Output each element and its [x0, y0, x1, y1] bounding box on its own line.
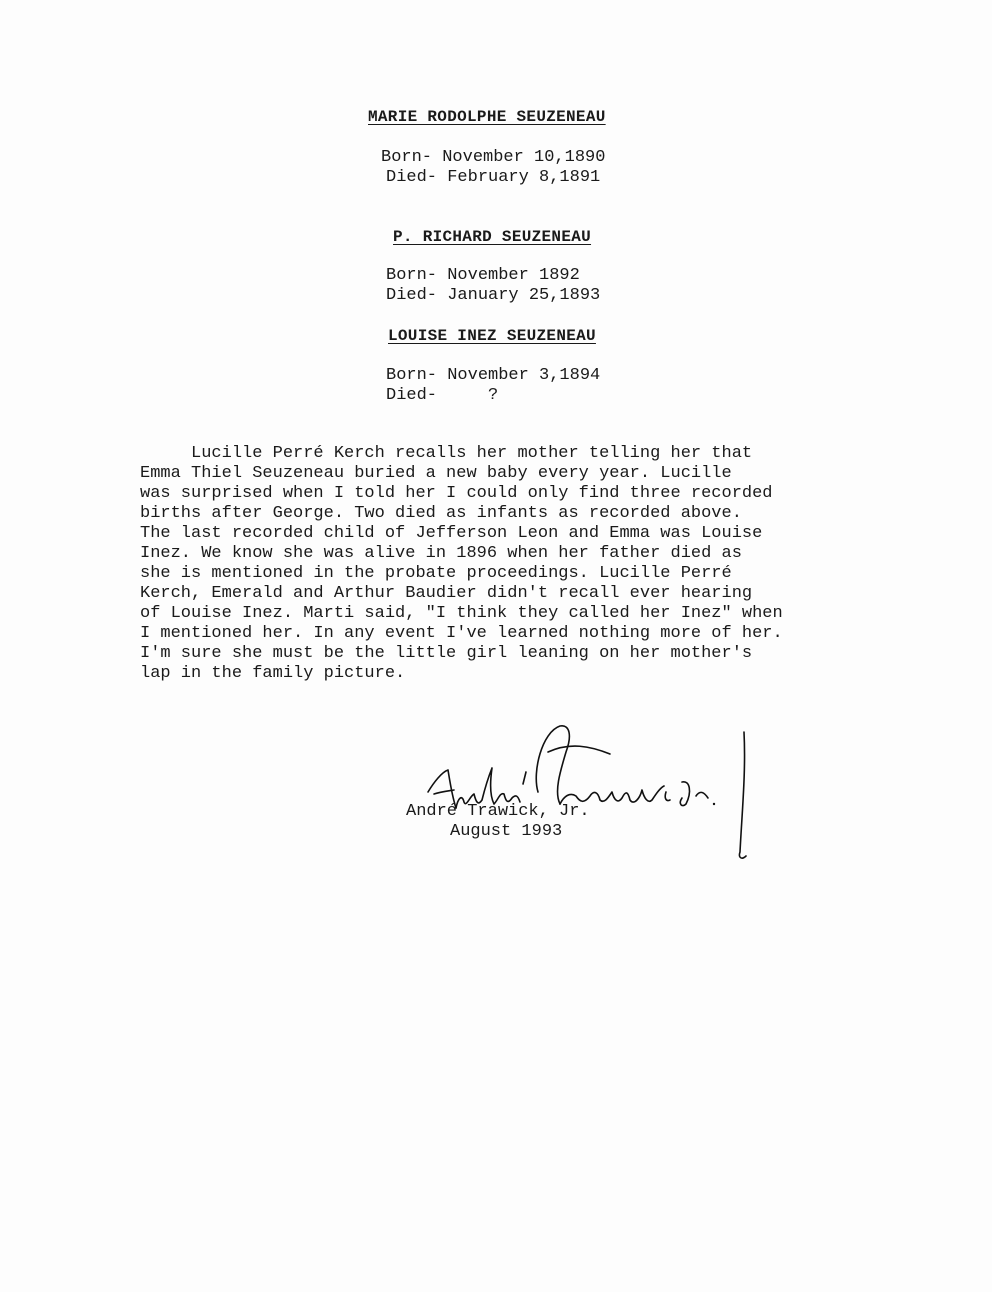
entry-1-born: Born- November 10,1890 — [381, 148, 606, 167]
paragraph-line: of Louise Inez. Marti said, "I think they called her Inez" when — [140, 604, 783, 623]
paragraph-line: she is mentioned in the probate proceedings. Lucille Perré — [140, 564, 732, 583]
entry-3-born: Born- November 3,1894 — [386, 366, 601, 385]
paragraph-line: The last recorded child of Jefferson Leon and Emma was Louise — [140, 524, 763, 543]
entry-3-name: LOUISE INEZ SEUZENEAU — [388, 327, 596, 345]
entry-3-died: Died- ? — [386, 386, 499, 405]
entry-2-name: P. RICHARD SEUZENEAU — [393, 228, 592, 246]
paragraph-line: lap in the family picture. — [140, 664, 406, 683]
paragraph-line: births after George. Two died as infants as recorded above. — [140, 504, 742, 523]
entry-2-born: Born- November 1892 — [386, 266, 580, 285]
narrative-paragraph — [140, 444, 930, 684]
entry-1-died: Died- February 8,1891 — [386, 168, 601, 187]
author-date: August 1993 — [450, 822, 563, 841]
handwritten-signature — [420, 712, 760, 872]
paragraph-line: Lucille Perré Kerch recalls her mother telling her that — [140, 444, 753, 463]
author-name: André Trawick, Jr. — [406, 802, 590, 821]
paragraph-line: I mentioned her. In any event I've learned nothing more of her. — [140, 624, 783, 643]
paragraph-line: was surprised when I told her I could only find three recorded — [140, 484, 773, 503]
paragraph-line: I'm sure she must be the little girl leaning on her mother's — [140, 644, 753, 663]
entry-1-name: MARIE RODOLPHE SEUZENEAU — [368, 108, 606, 126]
paragraph-line: Emma Thiel Seuzeneau buried a new baby every year. Lucille — [140, 464, 732, 483]
paragraph-line: Kerch, Emerald and Arthur Baudier didn't recall ever hearing — [140, 584, 753, 603]
entry-2-died: Died- January 25,1893 — [386, 286, 601, 305]
paragraph-line: Inez. We know she was alive in 1896 when her father died as — [140, 544, 742, 563]
